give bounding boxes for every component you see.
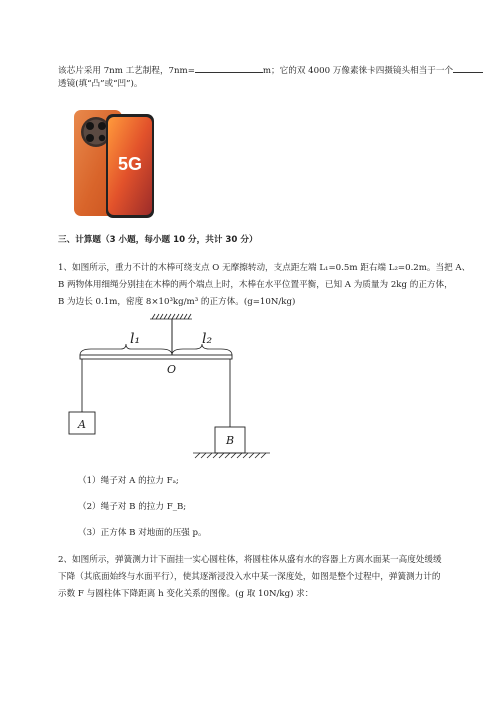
ceiling-support [150,314,192,319]
lever-bar [80,355,232,359]
question-text-line: 示数 F 与圆柱体下降距离 h 变化关系的图像。(g 取 10N/kg) 求： [58,589,314,599]
label-a: A [78,418,86,431]
lever-diagram [55,313,285,463]
question-text-line: 下降（其底面始终与水面平行），使其逐渐浸没入水中某一深度处，如图是整个过程中，弹簧测力计的 [58,572,441,582]
question-text-line: 2、如图所示，弹簧测力计下面挂一实心圆柱体，将圆柱体从盛有水的容器上方离水面某一高度处缓缓 [58,555,442,565]
label-l1: l₁ [130,331,141,347]
text-fragment: m；它的双 4000 万像素徕卡四摄镜头相当于一个 [262,66,454,76]
label-l2: l₂ [202,331,213,347]
ground [193,453,270,458]
question-text-line: B 两物体用细绳分别挂在木棒的两个端点上时，木棒在水平位置平衡，已知 A 为质量为 2kg 的正方体， [58,280,453,290]
brace-l1 [80,344,172,355]
section-title: 三、计算题（3 小题，每小题 10 分，共计 30 分） [58,235,258,245]
question-text-line: 透镜(填“凸”或“凹”)。 [58,79,143,89]
sub-question-2: （2）绳子对 B 的拉力 F_B; [78,502,187,512]
label-pivot-o: O [167,363,177,376]
sub-question-1: （1）绳子对 A 的拉力 Fₐ; [78,476,179,486]
text-fragment: 该芯片采用 7nm 工艺制程，7nm= [58,66,195,76]
screen-text: 5G [117,154,143,174]
answer-blank[interactable] [453,63,483,73]
phone-image [72,108,158,222]
sub-question-3: （3）正方体 B 对地面的压强 p。 [78,528,207,538]
question-text-line: 1、如图所示，重力不计的木棒可绕支点 O 无摩擦转动，支点距左端 L₁=0.5m 距右端 L₂=0.2m。当把 A、 [58,263,471,273]
label-b: B [225,434,235,447]
question-text-line [58,63,483,76]
question-text-line: B 为边长 0.1m，密度 8×10³kg/m³ 的正方体。(g=10N/kg) [58,297,296,307]
answer-blank[interactable] [195,63,263,73]
